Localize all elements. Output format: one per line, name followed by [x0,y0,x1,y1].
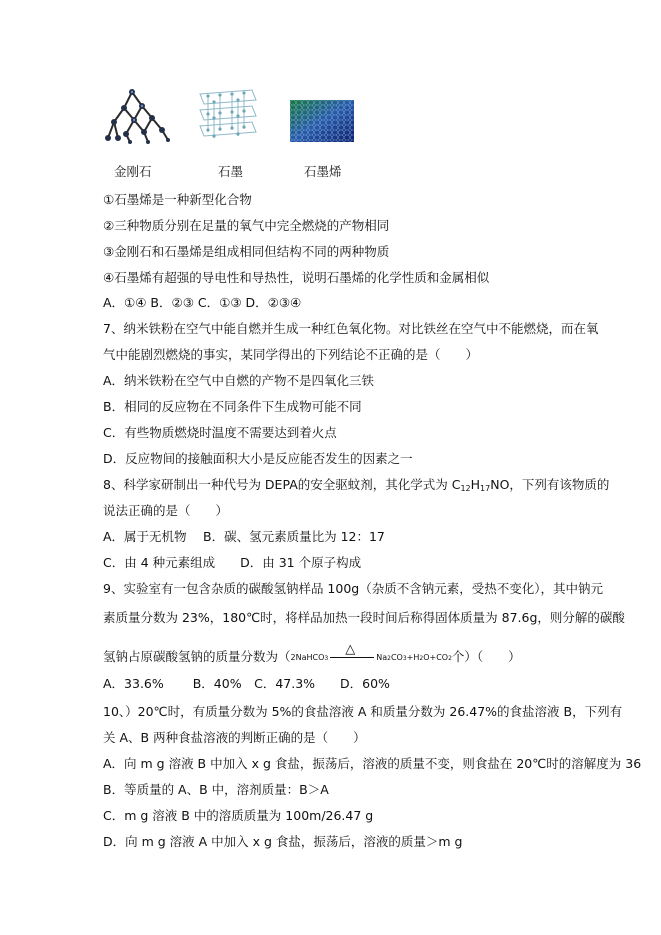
heat-symbol: △ [345,642,356,657]
q8-stem-pre: 8、科学家研制出一种代号为 DEPA的安全驱蚊剂，其化学式为 C [103,477,461,492]
eq-r3-sub: 2 [419,655,424,662]
eq-r4-sub: 2 [448,655,452,662]
caption-graphite: 石墨 [218,164,244,179]
diamond-structure-image [102,86,174,144]
eq-left-sub: 3 [324,655,329,662]
eq-r1-sub: 2 [387,655,391,662]
carbon-structures-figure [100,86,360,186]
q9-stem-line-3 [103,642,521,667]
q8-sub-17: 17 [480,484,491,493]
eq-r2-sub: 3 [402,655,407,662]
q10-stem-line-1: 10、）20℃时，有质量分数为 5%的食盐溶液 A 和质量分数为 26.47%的食盐溶液 B，下列有 [103,704,623,719]
reaction-equation [290,642,452,667]
q9-stem-end: 个）（ ） [451,649,521,664]
eq-left: 2NaHCO [290,653,325,662]
q6-statement-1: ①石墨烯是一种新型化合物 [103,192,252,207]
q8-options-ab: A．属于无机物 B．碳、氢元素质量比为 12：17 [103,529,385,544]
eq-r4: O+CO [423,653,449,662]
graphite-structure-image [194,86,260,146]
q10-option-a: A．向 m g 溶液 B 中加入 x g 食盐，振荡后，溶液的质量不变，则食盐在 20℃时的溶解度为 36 [103,756,642,771]
q10-option-c: C．m g 溶液 B 中的溶质质量为 100m/26.47 g [103,808,374,823]
q6-statement-4: ④石墨烯有超强的导电性和导热性，说明石墨烯的化学性质和金属相似 [103,270,490,285]
q8-stem-line-2: 说法正确的是（ ） [103,503,229,518]
caption-diamond: 金刚石 [114,164,152,179]
q6-statement-2: ②三种物质分别在足量的氧气中完全燃烧的产物相同 [103,218,390,233]
eq-arrow [330,642,374,658]
q6-statement-3: ③金刚石和石墨烯是组成相同但结构不同的两种物质 [103,244,390,259]
q7-option-c: C．有些物质燃烧时温度不需要达到着火点 [103,425,337,440]
q7-stem-line-2: 气中能剧烈燃烧的事实，某同学得出的下列结论不正确的是（ ） [103,347,479,362]
q8-h: H [470,477,481,492]
q7-option-d: D．反应物间的接触面积大小是反应能否发生的因素之一 [103,451,413,466]
q7-stem-line-1: 7、纳米铁粉在空气中能自燃并生成一种红色氧化物。对比铁丝在空气中不能燃烧，而在氧 [103,321,599,336]
q10-option-d: D．向 m g 溶液 A 中加入 x g 食盐，振荡后，溶液的质量＞m g [103,834,463,849]
q7-option-a: A．纳米铁粉在空气中自燃的产物不是四氧化三铁 [103,373,375,388]
q8-options-cd: C．由 4 种元素组成 D．由 31 个原子构成 [103,555,362,570]
q10-stem-line-2: 关 A、B 两种食盐溶液的判断正确的是（ ） [103,730,366,745]
q8-sub-12: 12 [460,484,471,493]
q9-stem-pre: 氢钠占原碳酸氢钠的质量分数为（ [103,649,291,664]
q9-stem-line-1: 9、实验室有一包含杂质的碳酸氢钠样品 100g（杂质不含钠元素，受热不变化），其中钠元 [103,581,603,596]
q8-stem-line-1 [103,477,609,497]
eq-r3: +H [406,653,420,662]
q9-stem-line-2: 素质量分数为 23%，180℃时，将样品加热一段时间后称得固体质量为 87.6g，则分解的碳酸 [103,610,625,625]
q10-option-b: B．等质量的 A、B 中，溶剂质量：B＞A [103,782,329,797]
q6-options: A．①④ B．②③ C．①③ D．②③④ [103,295,302,310]
eq-r2: CO [390,653,403,662]
eq-r1: Na [376,653,388,662]
graphene-structure-image [290,100,354,142]
q9-options: A．33.6% B．40% C．47.3% D．60% [103,676,390,691]
q8-stem-post: NO，下列有该物质的 [490,477,610,492]
q7-option-b: B．相同的反应物在不同条件下生成物可能不同 [103,399,362,414]
caption-graphene: 石墨烯 [304,164,342,179]
